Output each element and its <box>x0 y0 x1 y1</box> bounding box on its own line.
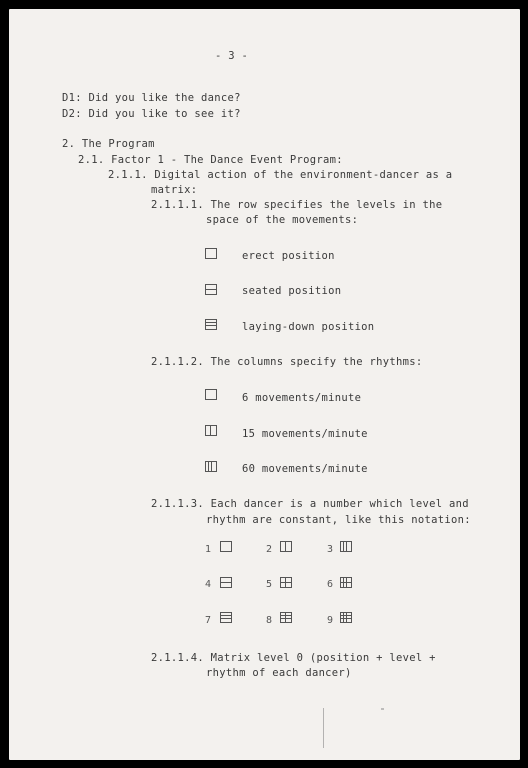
matrix-number: 7 <box>205 615 212 626</box>
matrix-cell-7-icon <box>220 612 232 623</box>
subsection-2-1-1-4-line2: rhythm of each dancer) <box>206 667 352 679</box>
matrix-cell-1-icon <box>220 541 232 552</box>
matrix-cell-9-icon <box>340 612 352 623</box>
matrix-number: 3 <box>327 544 334 555</box>
level-seated: seated position <box>242 285 342 297</box>
matrix-number: 6 <box>327 579 334 590</box>
question-d2: D2: Did you like to see it? <box>62 108 241 120</box>
scan-mark <box>323 708 324 748</box>
subsection-2-1-1-4-line1: 2.1.1.4. Matrix level 0 (position + level + <box>151 652 436 664</box>
subsection-2-1-1-1-line1: 2.1.1.1. The row specifies the levels in the <box>151 199 443 211</box>
subsection-2-1-1-3-line1: 2.1.1.3. Each dancer is a number which level and <box>151 498 469 510</box>
seated-position-icon <box>205 284 217 295</box>
matrix-number: 8 <box>266 615 273 626</box>
level-erect: erect position <box>242 250 335 262</box>
subsection-2-1-1-3-line2: rhythm are constant, like this notation: <box>206 514 471 526</box>
rhythm-15: 15 movements/minute <box>242 428 368 440</box>
matrix-number: 5 <box>266 579 273 590</box>
rhythm-60-icon <box>205 461 217 472</box>
subsection-2-1-1-1-line2: space of the movements: <box>206 214 359 226</box>
erect-position-icon <box>205 248 217 259</box>
subsection-2-1-1-line1: 2.1.1. Digital action of the environment-dancer as a <box>108 169 453 181</box>
matrix-cell-3-icon <box>340 541 352 552</box>
matrix-number: 2 <box>266 544 273 555</box>
laying-down-position-icon <box>205 319 217 330</box>
matrix-cell-4-icon <box>220 577 232 588</box>
level-laying-down: laying-down position <box>242 321 375 333</box>
question-d1: D1: Did you like the dance? <box>62 92 241 104</box>
rhythm-15-icon <box>205 425 217 436</box>
matrix-number: 1 <box>205 544 212 555</box>
matrix-cell-6-icon <box>340 577 352 588</box>
matrix-cell-8-icon <box>280 612 292 623</box>
matrix-number: 9 <box>327 615 334 626</box>
page-number: - 3 - <box>215 50 249 62</box>
subsection-2-1: 2.1. Factor 1 - The Dance Event Program: <box>78 154 343 166</box>
subsection-2-1-1-line2: matrix: <box>151 184 198 196</box>
matrix-number: 4 <box>205 579 212 590</box>
rhythm-60: 60 movements/minute <box>242 463 368 475</box>
section-heading: 2. The Program <box>62 138 155 150</box>
rhythm-6-icon <box>205 389 217 400</box>
subsection-2-1-1-2: 2.1.1.2. The columns specify the rhythms: <box>151 356 423 368</box>
matrix-cell-5-icon <box>280 577 292 588</box>
scan-mark <box>381 708 384 710</box>
document-page <box>9 9 520 760</box>
matrix-cell-2-icon <box>280 541 292 552</box>
rhythm-6: 6 movements/minute <box>242 392 362 404</box>
